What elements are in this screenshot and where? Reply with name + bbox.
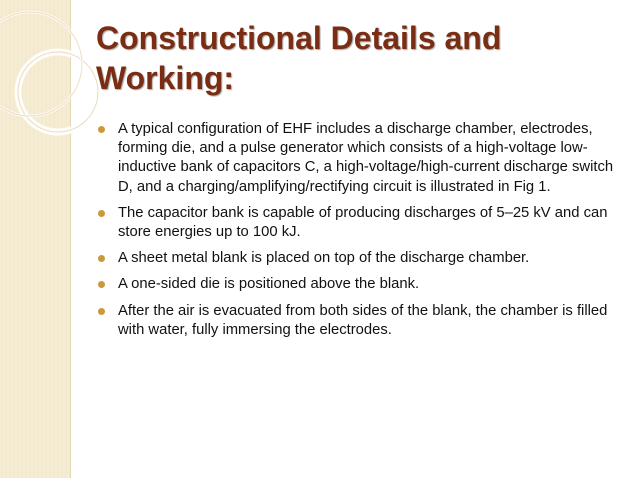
bullet-icon bbox=[98, 281, 105, 288]
bullet-icon bbox=[98, 255, 105, 262]
bullet-item bbox=[96, 275, 620, 294]
bullet-item bbox=[96, 249, 620, 268]
bullet-icon bbox=[98, 126, 105, 133]
bullet-icon bbox=[98, 210, 105, 217]
bullet-text: After the air is evacuated from both sides of the blank, the chamber is filled with water, fully immersing the electrodes. bbox=[118, 302, 608, 338]
bullet-list bbox=[96, 120, 620, 347]
bullet-icon bbox=[98, 308, 105, 315]
bullet-item bbox=[96, 302, 620, 340]
bullet-item bbox=[96, 204, 620, 242]
slide-title: Constructional Details and Working: bbox=[96, 20, 502, 96]
bullet-text: A typical configuration of EHF includes a discharge chamber, electrodes, forming die, and a pulse generator which consists of a high-voltage low-inductive bank of capacitors C, a high-voltage/high-current discharge switch D, and a charging/amplifying/rectifying circuit is illustrated in Fig 1. bbox=[118, 121, 614, 195]
bullet-item bbox=[96, 120, 620, 197]
side-band-border bbox=[70, 0, 71, 478]
bullet-text: A sheet metal blank is placed on top of the discharge chamber. bbox=[118, 250, 530, 267]
decorative-side-band bbox=[0, 0, 70, 478]
bullet-text: The capacitor bank is capable of producing discharges of 5–25 kV and can store energies up to 100 kJ. bbox=[118, 204, 608, 241]
bullet-text: A one-sided die is positioned above the blank. bbox=[118, 276, 420, 293]
